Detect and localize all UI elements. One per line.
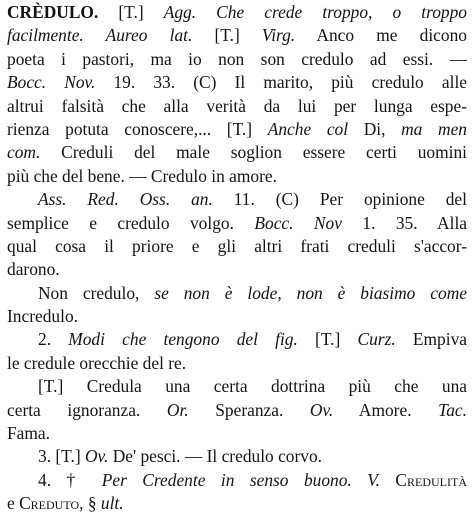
text-line — [7, 305, 467, 328]
italic-run: Bocc. Nov — [254, 212, 342, 233]
text-run: 4. † — [38, 469, 102, 490]
italic-run: Agg. Che crede troppo, o troppo — [163, 2, 467, 22]
text-line — [7, 282, 467, 305]
italic-run: Virg. — [261, 25, 296, 46]
italic-run: Ov. — [85, 446, 109, 467]
italic-run: Ov. — [309, 399, 334, 420]
text-run: altrui falsità che alla verità da lui per lunga espe- — [7, 95, 467, 116]
text-line — [7, 188, 467, 211]
text-run: Di, — [348, 118, 402, 139]
text-run: Non credulo, — [38, 282, 155, 303]
text-line — [7, 95, 467, 118]
text-run: 3. [T.] — [38, 446, 85, 467]
text-run: Empiva — [395, 329, 467, 350]
cross-reference: Credulità — [395, 469, 467, 490]
text-line — [7, 422, 467, 445]
text-run: Incredulo. — [7, 306, 78, 327]
text-line — [7, 328, 467, 351]
text-line — [7, 1, 467, 24]
text-line — [7, 141, 467, 164]
text-run: rienza potuta conoscere,... [T.] — [7, 118, 268, 139]
text-line — [7, 352, 467, 375]
text-run: [T.] — [98, 2, 164, 22]
italic-run: ult. — [100, 493, 124, 514]
italic-run: Tac. — [438, 399, 467, 420]
italic-run: Modi che tengono del fig. — [68, 329, 298, 350]
text-line — [7, 445, 467, 468]
text-run: le credule orecchie del re. — [7, 352, 187, 373]
text-run: [T.] Credula una certa dottrina più che una — [38, 376, 467, 397]
italic-run: Ass. Red. Oss. an. — [38, 189, 213, 210]
italic-run: Anche col — [267, 118, 349, 139]
italic-run: Bocc. Nov. — [7, 72, 96, 93]
italic-run: Curz. — [357, 329, 396, 350]
text-line — [7, 399, 467, 422]
text-run: [T.] — [297, 329, 358, 350]
text-run: Amore. — [333, 399, 439, 420]
text-line — [7, 469, 467, 492]
italic-run: ma men — [401, 118, 467, 139]
italic-run: Per Credente in senso buono. V. — [101, 469, 380, 490]
text-run: Speranza. — [188, 399, 310, 420]
italic-run: com. — [7, 142, 41, 163]
text-run: certa ignoranza. — [7, 399, 167, 420]
text-line — [7, 48, 467, 71]
text-run: Anco me dicono — [295, 25, 467, 46]
entry-text-block — [7, 1, 467, 516]
text-line — [7, 258, 467, 281]
text-run: darono. — [7, 259, 60, 280]
text-line — [7, 165, 467, 188]
text-line — [7, 212, 467, 235]
text-run: 2. — [38, 329, 69, 350]
text-run: 19. 33. (C) Il marito, più credulo alle — [95, 72, 467, 93]
text-line — [7, 71, 467, 94]
italic-run: Or. — [166, 399, 189, 420]
headword: CRÈDULO. — [7, 2, 99, 22]
text-run: 1. 35. Alla — [341, 212, 467, 233]
text-line — [7, 235, 467, 258]
text-line — [7, 375, 467, 398]
text-run: Creduli del male soglion essere certi uomini — [40, 142, 467, 163]
text-line — [7, 118, 467, 141]
text-run: De' pesci. — Il credulo corvo. — [108, 446, 323, 467]
italic-run: se non è lode, non è biasimo come — [154, 282, 467, 303]
text-line — [7, 492, 467, 515]
text-line — [7, 24, 467, 47]
text-run: , § — [79, 493, 101, 514]
italic-run: facilmente. Aureo lat. — [7, 25, 193, 46]
text-run — [380, 470, 395, 490]
text-run: 11. (C) Per opinione del — [212, 189, 467, 210]
text-run: qual cosa il priore e gli altri frati creduli s'accor- — [7, 235, 467, 256]
cross-reference: Creduto — [19, 493, 80, 514]
text-run: più che del bene. — Credulo in amore. — [7, 165, 277, 186]
text-run: Fama. — [7, 423, 50, 444]
text-run: semplice e credulo volgo. — [7, 212, 255, 233]
text-run: poeta i pastori, ma io non son credulo ad essi. — — [7, 48, 467, 69]
text-run: [T.] — [192, 25, 262, 46]
text-run: e — [7, 493, 20, 514]
